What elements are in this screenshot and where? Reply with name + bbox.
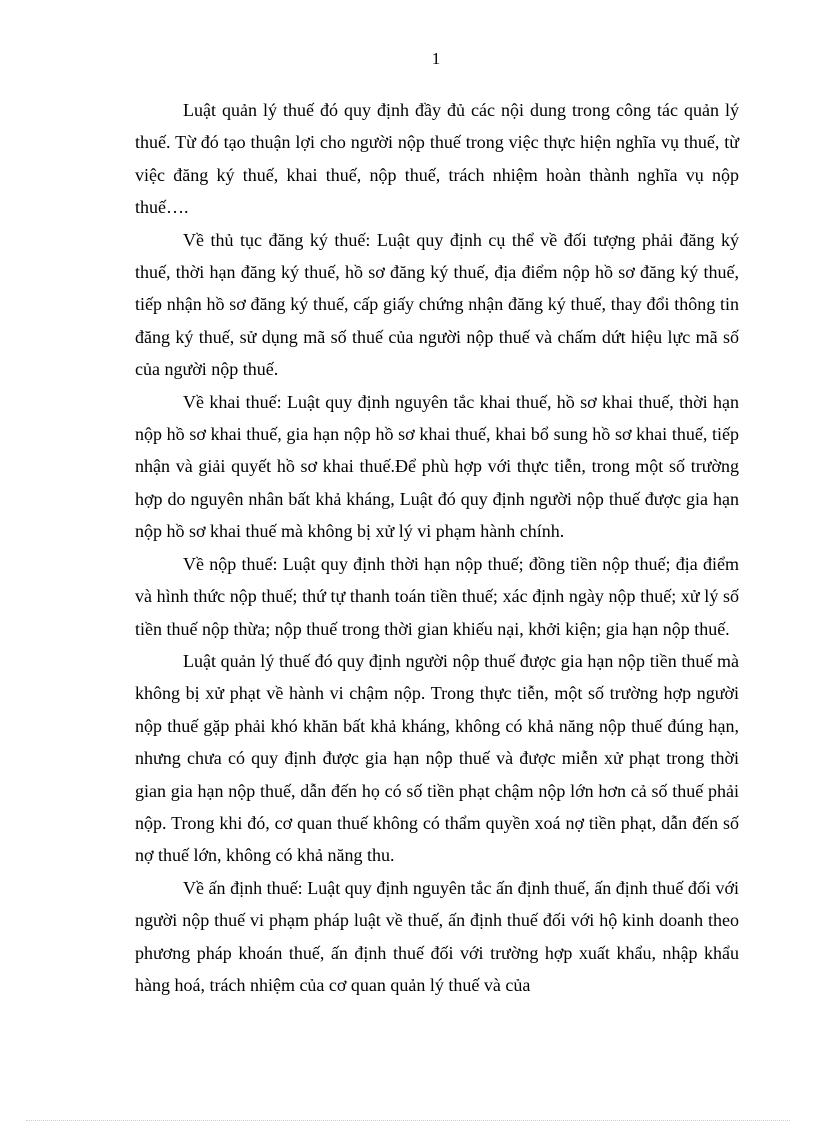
paragraph-5: Luật quản lý thuế đó quy định người nộp thuế được gia hạn nộp tiền thuế mà không bị xử phạt về hành vi chậm nộp. Trong thực tiễn, một số trường hợp người nộp thuế gặp phải khó khăn bất khả kháng, không có khả năng nộp thuế đúng hạn, nhưng chưa có quy định được gia hạn nộp thuế và được miễn xử phạt trong thời gian gia hạn nộp thuế, dẫn đến họ có số tiền phạt chậm nộp lớn hơn cả số thuế phải nộp. Trong khi đó, cơ quan thuế không có thẩm quyền xoá nợ tiền phạt, dẫn đến số nợ thuế lớn, không có khả năng thu. xyxy=(135,650,739,866)
paragraph-2: Về thủ tục đăng ký thuế: Luật quy định cụ thể về đối tượng phải đăng ký thuế, thời hạn đăng ký thuế, hồ sơ đăng ký thuế, địa điểm nộp hồ sơ đăng ký thuế, tiếp nhận hồ sơ đăng ký thuế, cấp giấy chứng nhận đăng ký thuế, thay đổi thông tin đăng ký thuế, sử dụng mã số thuế của người nộp thuế và chấm dứt hiệu lực mã số của người nộp thuế. xyxy=(135,229,739,380)
document-body xyxy=(135,94,739,1001)
paragraph-4: Về nộp thuế: Luật quy định thời hạn nộp thuế; đồng tiền nộp thuế; địa điểm và hình thức nộp thuế; thứ tự thanh toán tiền thuế; xác định ngày nộp thuế; xử lý số tiền thuế nộp thừa; nộp thuế trong thời gian khiếu nại, khởi kiện; gia hạn nộp thuế. xyxy=(135,553,739,639)
paragraph-3: Về khai thuế: Luật quy định nguyên tắc khai thuế, hồ sơ khai thuế, thời hạn nộp hồ sơ khai thuế, gia hạn nộp hồ sơ khai thuế, khai bổ sung hồ sơ khai thuế, tiếp nhận và giải quyết hồ sơ khai thuế.Để phù hợp với thực tiễn, trong một số trường hợp do nguyên nhân bất khả kháng, Luật đó quy định người nộp thuế được gia hạn nộp hồ sơ khai thuế mà không bị xử lý vi phạm hành chính. xyxy=(135,391,739,542)
paragraph-6: Về ấn định thuế: Luật quy định nguyên tắc ấn định thuế, ấn định thuế đối với người nộp thuế vi phạm pháp luật về thuế, ấn định thuế đối với hộ kinh doanh theo phương pháp khoán thuế, ấn định thuế đối với trường hợp xuất khẩu, nhập khẩu hàng hoá, trách nhiệm của cơ quan quản lý thuế và của xyxy=(135,877,739,995)
paragraph-1: Luật quản lý thuế đó quy định đầy đủ các nội dung trong công tác quản lý thuế. Từ đó tạo thuận lợi cho người nộp thuế trong việc thực hiện nghĩa vụ thuế, từ việc đăng ký thuế, khai thuế, nộp thuế, trách nhiệm hoàn thành nghĩa vụ nộp thuế…. xyxy=(135,100,739,218)
page-bottom-divider xyxy=(26,1120,790,1121)
page-number: 1 xyxy=(431,49,441,68)
